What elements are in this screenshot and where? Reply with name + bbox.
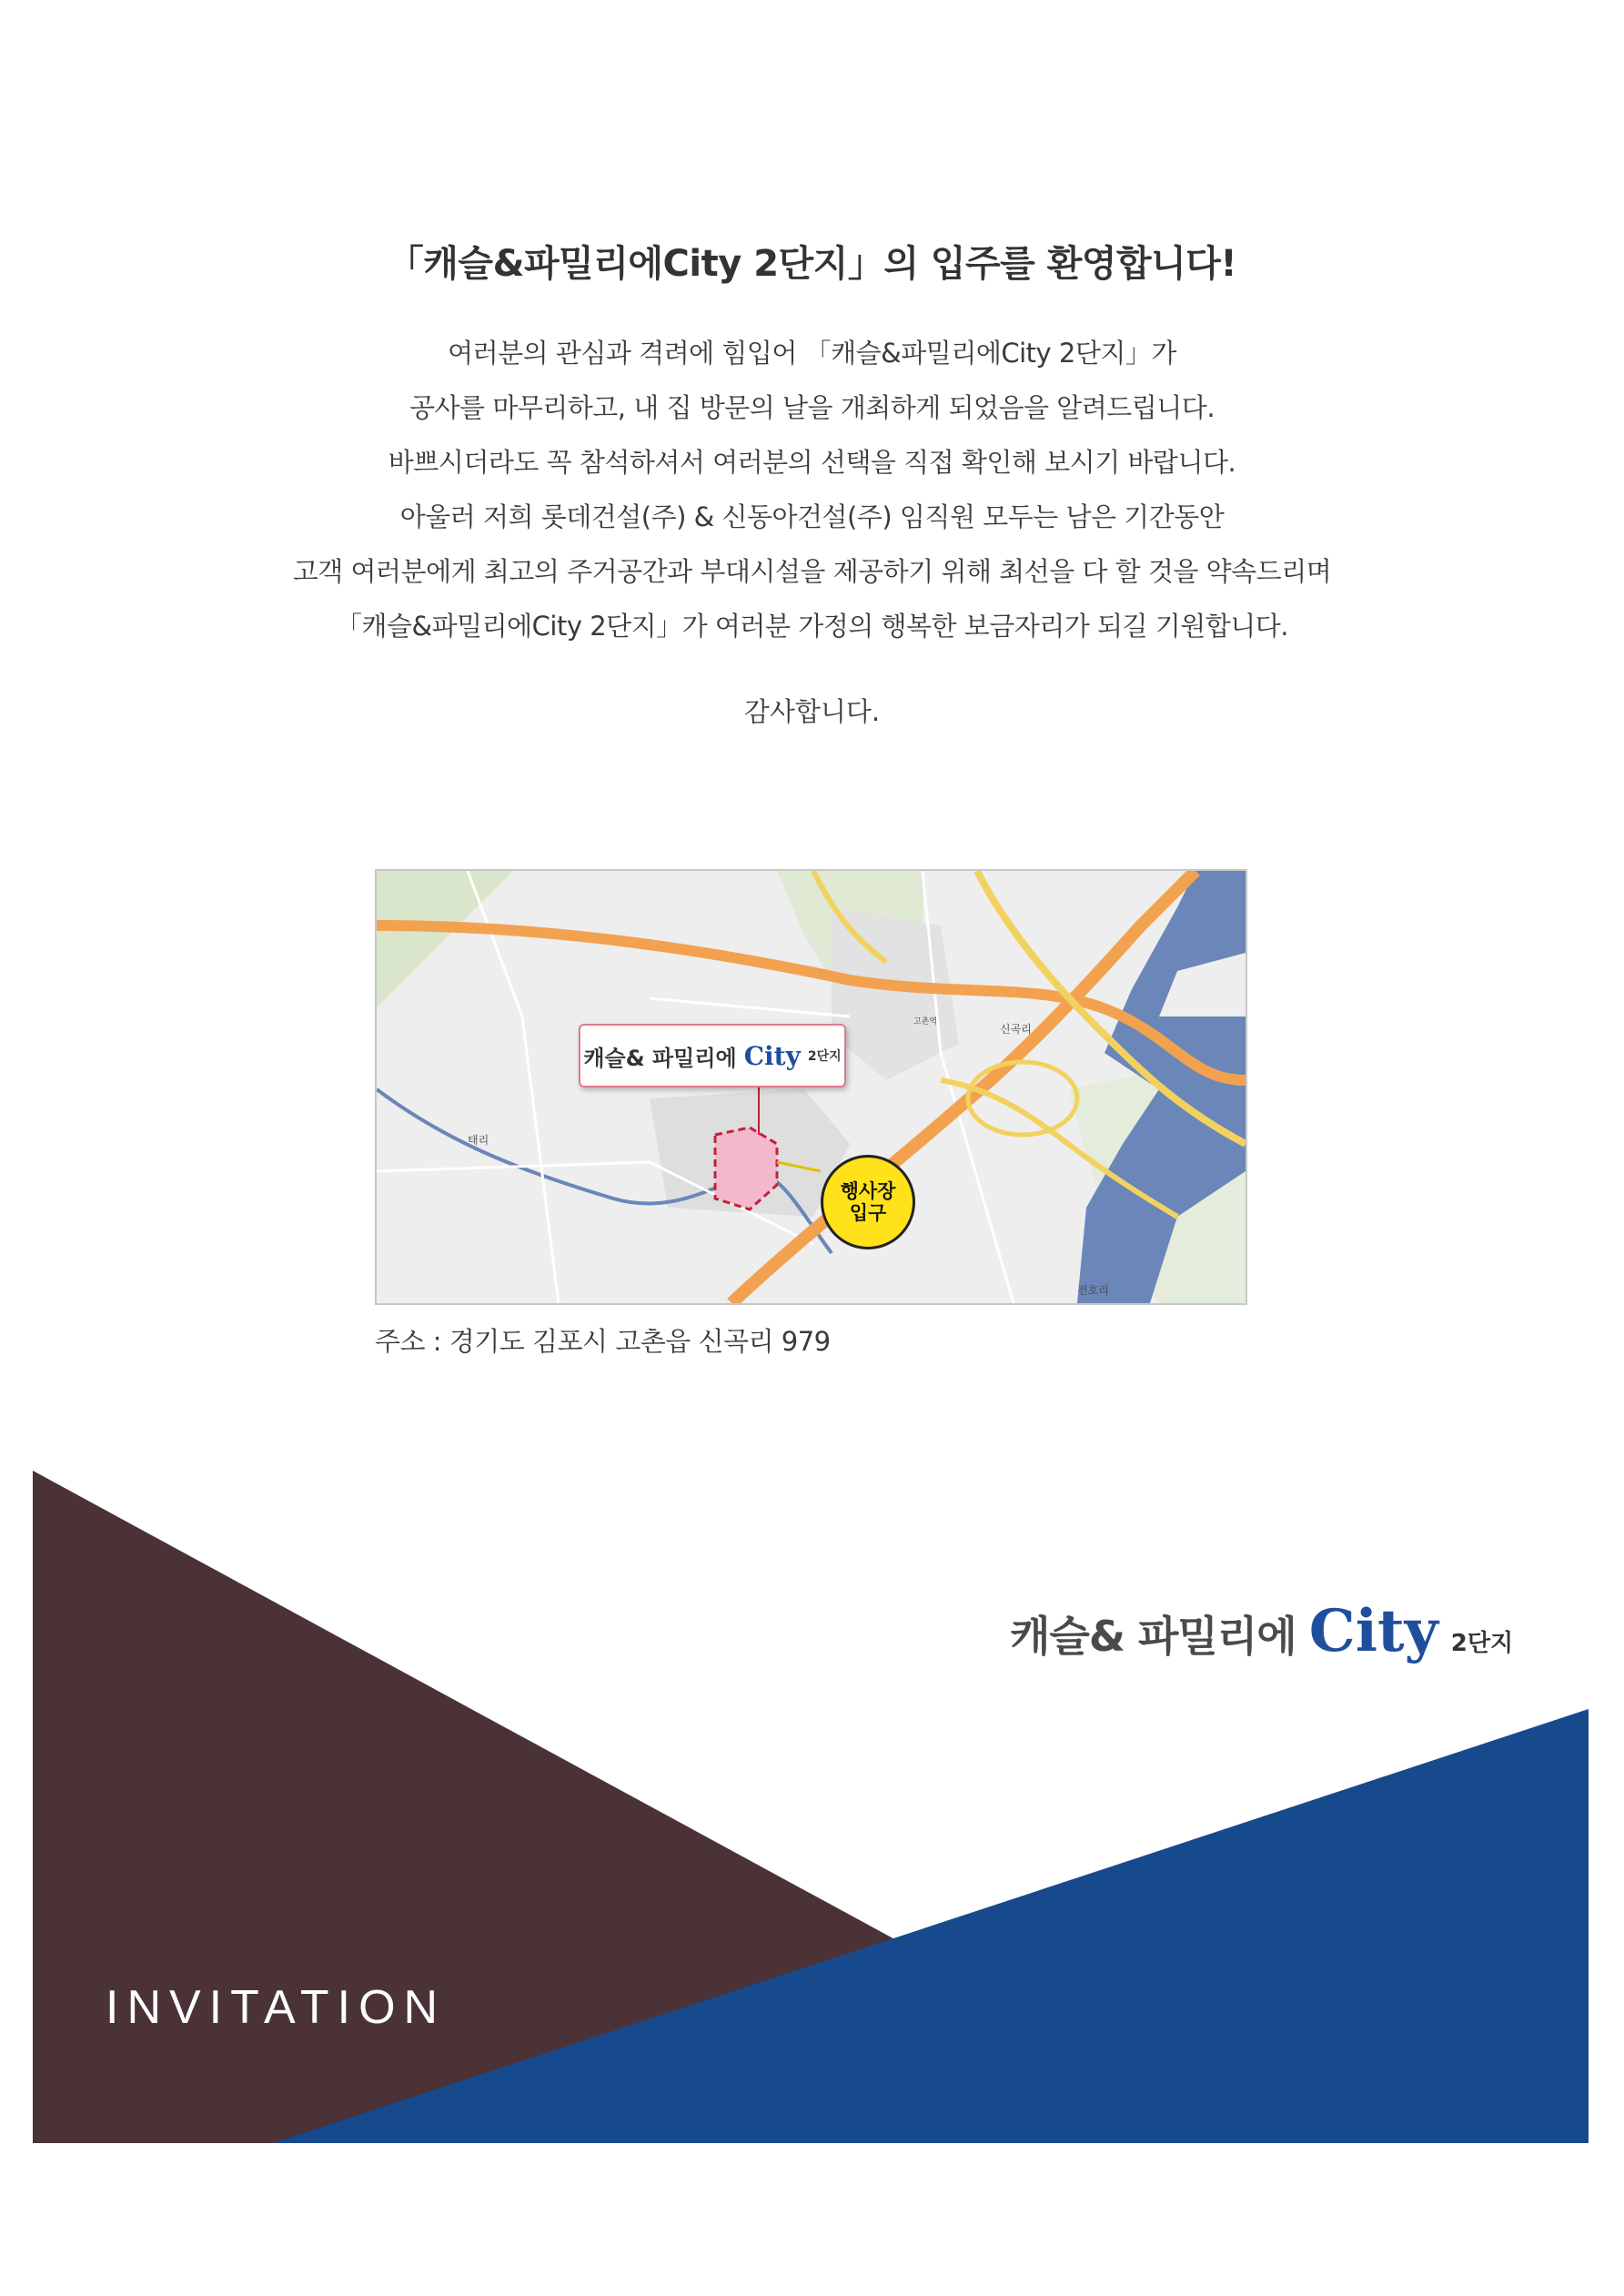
closing-text: 감사합니다. [743,696,881,727]
event-entrance-marker [821,1155,915,1249]
map-label: 태리 [468,1134,489,1147]
map-label: 신곡리 [1000,1023,1032,1036]
callout-brand: 캐슬& 파밀리에 [583,1045,737,1071]
decorative-background [0,1456,1624,2166]
logo-city: City [1308,1597,1438,1665]
address-text: 주소 : 경기도 김포시 고촌읍 신곡리 979 [375,1326,831,1357]
page-title: 「캐슬&파밀리에City 2단지」의 입주를 환영합니다! [387,243,1237,285]
logo-brand: 캐슬& 파밀리에 [1010,1612,1296,1661]
callout-sub: 2단지 [807,1049,842,1064]
brand-logo [1010,1597,1513,1670]
message-line: 「캐슬&파밀리에City 2단지」가 여러분 가정의 행복한 보금자리가 되길 기원합니다. [335,611,1289,642]
invitation-label: INVITATION [106,1981,447,2034]
message-line: 고객 여러분에게 최고의 주거공간과 부대시설을 제공하기 위해 최선을 다 할 것을 약속드리며 [292,556,1332,587]
logo-sub: 2단지 [1450,1630,1514,1657]
welcome-message [0,326,1624,653]
message-line: 아울러 저희 롯데건설(주) & 신동아건설(주) 임직원 모두는 남은 기간동안 [399,501,1225,532]
entrance-label: 행사장 [840,1180,896,1202]
entrance-label: 입구 [849,1202,887,1224]
callout-city: City [743,1040,801,1071]
location-map [375,869,1247,1305]
message-line: 바쁘시더라도 꼭 참석하셔서 여러분의 선택을 직접 확인해 보시기 바랍니다. [388,447,1236,478]
site-callout [579,1024,846,1087]
message-line: 여러분의 관심과 격려에 힘입어 「캐슬&파밀리에City 2단지」가 [448,338,1176,369]
map-label: 전호리 [1077,1284,1109,1297]
map-label: 고촌역 [913,1017,938,1027]
message-line: 공사를 마무리하고, 내 집 방문의 날을 개최하게 되었음을 알려드립니다. [409,392,1215,423]
